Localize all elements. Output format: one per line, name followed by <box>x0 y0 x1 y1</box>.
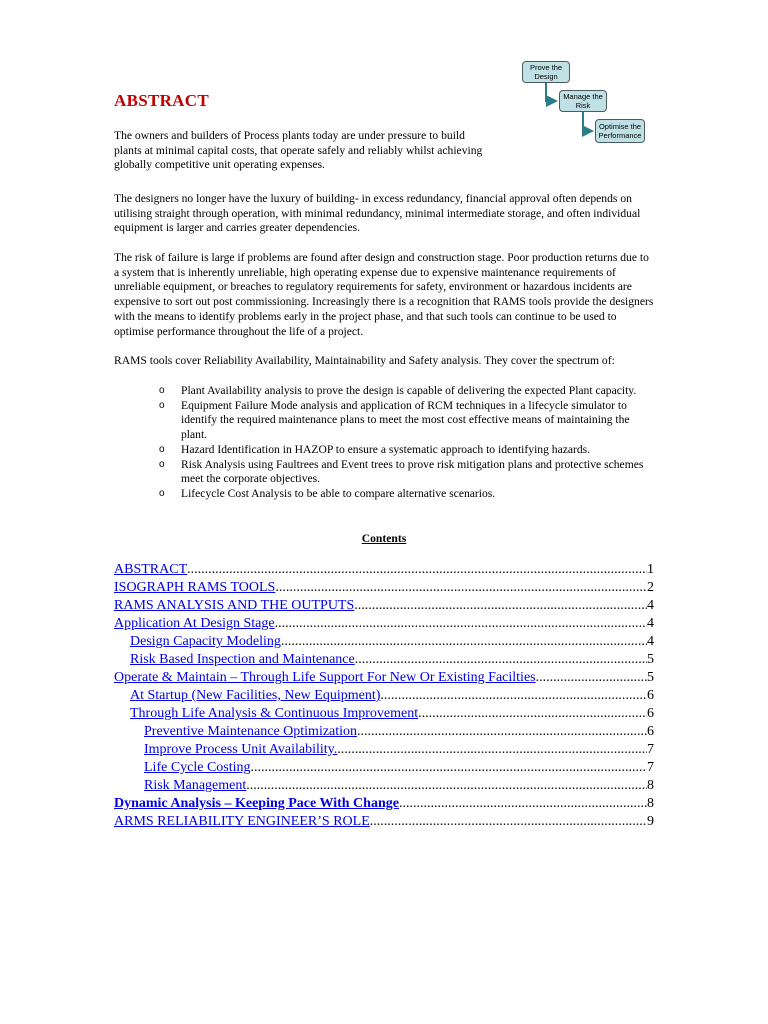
list-item-text: Risk Analysis using Faultrees and Event trees to prove risk mitigation plans and protective schemes meet the corporate objectives. <box>181 457 644 486</box>
toc-page-number: 1 <box>647 562 654 577</box>
toc-page-number: 6 <box>647 688 654 703</box>
toc-entry-through-life-analysis <box>114 705 654 723</box>
rams-spectrum-list <box>114 384 654 502</box>
toc-page-number: 9 <box>647 814 654 829</box>
list-item <box>114 443 654 458</box>
bullet-marker: o <box>159 385 165 396</box>
toc-link[interactable]: Risk Based Inspection and Maintenance <box>130 652 355 667</box>
list-item <box>114 487 654 502</box>
list-item-text: Plant Availability analysis to prove the design is capable of delivering the expected Plant capacity. <box>181 384 637 397</box>
toc-entry-application-design-stage <box>114 615 654 633</box>
bullet-marker: o <box>159 443 165 455</box>
toc-link[interactable]: RAMS ANALYSIS AND THE OUTPUTS <box>114 598 355 613</box>
toc-entry-risk-based-inspection <box>114 651 654 669</box>
list-item <box>114 458 654 487</box>
bullet-marker: o <box>159 458 165 470</box>
abstract-title: ABSTRACT <box>114 91 209 110</box>
bullet-marker: o <box>159 399 165 411</box>
list-item-text: Equipment Failure Mode analysis and application of RCM techniques in a lifecycle simulator to identify the required maintenance plans to meet the most cost effective means of maintaining the plant. <box>181 398 630 442</box>
abstract-paragraph-4: RAMS tools cover Reliability Availability, Maintainability and Safety analysis. They cover the spectrum of: <box>114 354 615 367</box>
table-of-contents <box>114 561 654 831</box>
abstract-paragraph-3: The risk of failure is large if problems are found after design and construction stage. Poor production returns due to a system that is inherently unreliable, high operating expense due to expensive maintenance requirements of unreliable equipment, or breaches to regulatory requirements for safety, environment or hazardous incidents are expensive to sort out post commissioning. Increasingly there is a recognition that RAMS tools provide the designers with the means to identify problems early in the project phase, and that such tools can continue to be used to optimise performance throughout the life of a project. <box>114 251 654 338</box>
toc-link[interactable]: Preventive Maintenance Optimization <box>144 724 358 739</box>
toc-link[interactable]: Risk Management <box>144 778 247 793</box>
toc-entry-dynamic-analysis <box>114 795 654 813</box>
toc-entry-risk-management <box>114 777 654 795</box>
abstract-paragraph-1: The owners and builders of Process plants today are under pressure to build plants at minimal capital costs, that operate safely and reliably whilst achieving globally competitive unit operating expenses. <box>114 129 483 172</box>
toc-link[interactable]: Dynamic Analysis – Keeping Pace With Change <box>114 796 399 811</box>
toc-entry-operate-maintain <box>114 669 654 687</box>
toc-link[interactable]: Improve Process Unit Availability. <box>144 742 338 757</box>
list-item-text: Lifecycle Cost Analysis to be able to compare alternative scenarios. <box>181 486 496 500</box>
toc-page-number: 5 <box>647 652 654 667</box>
toc-link[interactable]: Life Cycle Costing <box>144 760 251 775</box>
toc-link[interactable]: ABSTRACT <box>114 562 188 577</box>
toc-page-number: 8 <box>647 778 654 793</box>
bullet-marker: o <box>159 487 165 499</box>
toc-page-number: 8 <box>647 796 654 811</box>
toc-entry-life-cycle-costing <box>114 759 654 777</box>
toc-entry-rams-analysis <box>114 597 654 615</box>
contents-heading: Contents <box>361 532 407 545</box>
list-item-text: Hazard Identification in HAZOP to ensure a systematic approach to identifying hazards. <box>181 442 591 456</box>
flow-step-optimise-performance: Optimise the Performance <box>595 119 645 143</box>
toc-link[interactable]: Application At Design Stage <box>114 616 275 631</box>
toc-entry-improve-availability <box>114 741 654 759</box>
toc-page-number: 5 <box>647 670 654 685</box>
toc-page-number: 4 <box>647 616 654 631</box>
toc-entry-abstract <box>114 561 654 579</box>
toc-page-number: 4 <box>647 634 654 649</box>
toc-entry-design-capacity-modeling <box>114 633 654 651</box>
toc-page-number: 7 <box>647 760 654 775</box>
toc-link[interactable]: ARMS RELIABILITY ENGINEER’S ROLE <box>114 814 370 829</box>
list-item <box>114 399 654 443</box>
toc-entry-preventive-maintenance <box>114 723 654 741</box>
toc-page-number: 6 <box>647 724 654 739</box>
toc-entry-isograph-rams-tools <box>114 579 654 597</box>
toc-page-number: 7 <box>647 742 654 757</box>
flow-arrow-2 <box>583 112 592 131</box>
toc-page-number: 4 <box>647 598 654 613</box>
flow-step-manage-risk: Manage the Risk <box>559 90 607 112</box>
toc-entry-arms-engineer-role <box>114 813 654 831</box>
toc-page-number: 2 <box>647 580 654 595</box>
flow-arrow-1 <box>546 83 556 101</box>
toc-entry-at-startup <box>114 687 654 705</box>
toc-link[interactable]: ISOGRAPH RAMS TOOLS <box>114 580 276 595</box>
toc-link[interactable]: At Startup (New Facilities, New Equipment) <box>130 688 381 703</box>
list-item <box>114 384 654 399</box>
flow-step-prove-design: Prove the Design <box>522 61 570 83</box>
abstract-paragraph-2: The designers no longer have the luxury of building- in excess redundancy, financial approval often depends on utilising straight through operation, with minimal redundancy, minimal intermediate storage, and often individual equipment is larger and carries greater dependencies. <box>114 192 641 235</box>
toc-link[interactable]: Design Capacity Modeling <box>130 634 281 649</box>
toc-link[interactable]: Through Life Analysis & Continuous Improvement <box>130 706 419 721</box>
toc-page-number: 6 <box>647 706 654 721</box>
toc-link[interactable]: Operate & Maintain – Through Life Support For New Or Existing Facilties <box>114 670 536 685</box>
